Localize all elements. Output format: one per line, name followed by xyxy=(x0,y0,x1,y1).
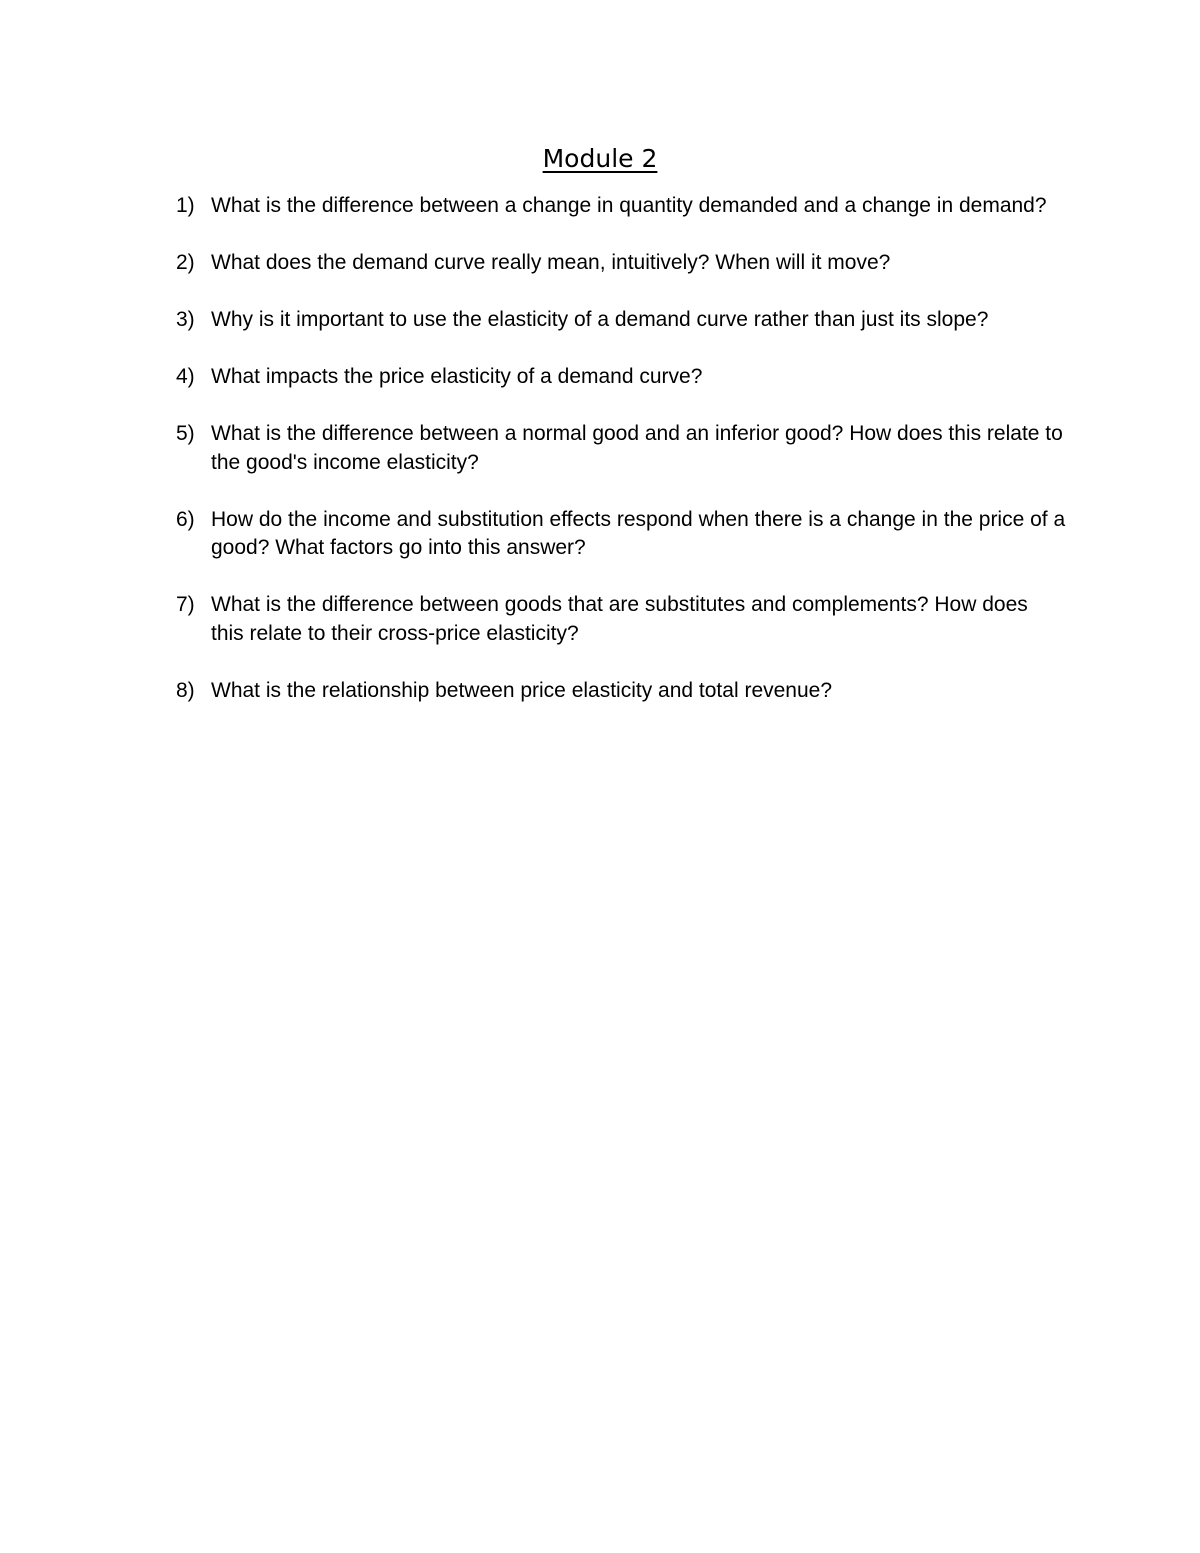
question-item xyxy=(176,192,1066,221)
question-number: 2) xyxy=(176,251,195,274)
question-number: 5) xyxy=(176,422,195,445)
question-number: 7) xyxy=(176,593,195,616)
question-text: What is the difference between goods that are substitutes and complements? How does this relate to their cross-price elasticity? xyxy=(211,593,1028,645)
question-number: 3) xyxy=(176,308,195,331)
question-item xyxy=(176,363,1066,392)
question-text: What does the demand curve really mean, intuitively? When will it move? xyxy=(211,251,891,274)
question-number: 6) xyxy=(176,507,195,531)
question-text: What is the difference between a change in quantity demanded and a change in demand? xyxy=(211,194,1047,217)
page-title: Module 2 xyxy=(542,144,658,173)
question-number: 4) xyxy=(176,365,195,388)
question-item xyxy=(176,306,1066,335)
question-text: What impacts the price elasticity of a demand curve? xyxy=(211,365,703,388)
question-item xyxy=(176,506,1066,563)
question-text: Why is it important to use the elasticity of a demand curve rather than just its slope? xyxy=(211,308,989,331)
question-number: 8) xyxy=(176,678,195,702)
question-text: What is the relationship between price elasticity and total revenue? xyxy=(211,678,833,702)
question-number: 1) xyxy=(176,194,195,217)
question-text: How do the income and substitution effects respond when there is a change in the price of a good? What factors go into this answer? xyxy=(211,507,1066,559)
question-list xyxy=(176,192,1066,705)
question-item xyxy=(176,420,1066,477)
question-text: What is the difference between a normal good and an inferior good? How does this relate to the good's income elasticity? xyxy=(211,422,1063,474)
question-item xyxy=(176,591,1066,648)
question-item xyxy=(176,677,1066,706)
question-item xyxy=(176,249,1066,278)
